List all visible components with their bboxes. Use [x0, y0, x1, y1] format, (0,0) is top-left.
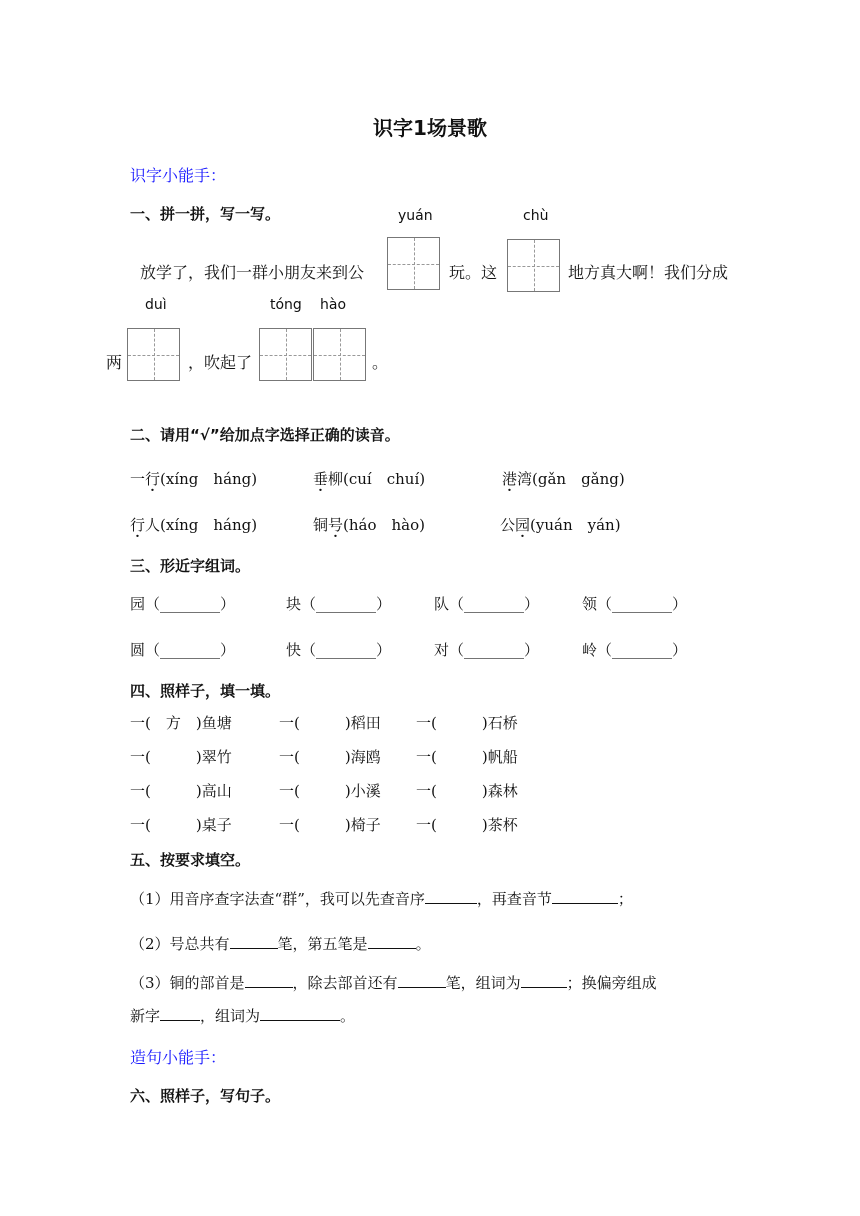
- answer-blank[interactable]: [260, 1004, 340, 1021]
- q4-cell: 一( )翠竹: [130, 748, 232, 766]
- q2-item-1: [130, 468, 257, 489]
- q2-item-6-post: (yuán yán): [530, 516, 621, 534]
- q5-text: （2）号总共有: [130, 935, 230, 953]
- answer-blank[interactable]: [245, 971, 293, 988]
- q3-word-5: 圆（________）: [130, 641, 236, 659]
- q1-line2-part2: ，吹起了: [188, 353, 253, 372]
- q5-text: ；: [617, 890, 633, 908]
- q1-line1-part2: 玩。这: [449, 263, 498, 282]
- q2-item-2: [313, 468, 425, 489]
- q4-cell: 一( )桌子: [130, 816, 232, 834]
- q2-item-3: [502, 468, 625, 489]
- pinyin-yuan: yuán: [398, 208, 433, 224]
- q5-text: 。: [340, 1007, 356, 1025]
- q5-text: ，除去部首还有: [292, 974, 398, 992]
- q2-item-5-pre: 铜: [313, 516, 329, 534]
- q1-line1-part1: 放学了，我们一群小朋友来到公: [140, 263, 365, 282]
- q2-item-5-post: (háo hào): [343, 516, 426, 534]
- q4-cell: 一( )椅子: [279, 816, 381, 834]
- answer-blank[interactable]: [521, 971, 567, 988]
- q2-item-3-dot: 港: [502, 470, 518, 488]
- q1-line1-part3: 地方真大啊！我们分成: [568, 263, 729, 282]
- q3-word-1: 园（________）: [130, 595, 236, 613]
- pinyin-chu: chù: [523, 208, 549, 224]
- q2-item-2-dot: 垂: [313, 470, 329, 488]
- page-title: 识字1场景歌: [373, 116, 487, 140]
- q4-cell: 一( )茶杯: [416, 816, 518, 834]
- q1-line2-part3: 。: [372, 353, 389, 372]
- section-label-literacy: 识字小能手：: [130, 166, 227, 185]
- pinyin-tong: tóng: [270, 297, 302, 313]
- answer-blank[interactable]: [368, 932, 416, 949]
- q5-line-3: [130, 971, 657, 993]
- q3-heading: 三、形近字组词。: [130, 557, 251, 575]
- q5-line-1: [130, 887, 633, 909]
- q2-item-2-post: 柳(cuí chuí): [328, 470, 426, 488]
- q2-item-1-dot: 行: [145, 470, 161, 488]
- q3-word-4: 领（________）: [582, 595, 688, 613]
- answer-blank[interactable]: [552, 887, 618, 904]
- q2-item-3-post: 湾(gǎn gǎng): [517, 470, 625, 488]
- writing-box-yuan[interactable]: [387, 237, 440, 290]
- q4-cell: 一( )帆船: [416, 748, 518, 766]
- q4-heading: 四、照样子，填一填。: [130, 682, 281, 700]
- q4-cell: 一( )高山: [130, 782, 232, 800]
- answer-blank[interactable]: [425, 887, 477, 904]
- q2-heading: 二、请用“√”给加点字选择正确的读音。: [130, 426, 400, 444]
- q1-line2-part1: 两: [106, 353, 123, 372]
- q5-text: ；换偏旁组成: [566, 974, 657, 992]
- q5-line-4: [130, 1004, 355, 1026]
- pinyin-hao: hào: [320, 297, 347, 313]
- q5-text: （3）铜的部首是: [130, 974, 245, 992]
- q4-cell: 一( 方 )鱼塘: [130, 714, 232, 732]
- q3-word-6: 快（________）: [286, 641, 392, 659]
- q2-item-4-post: 人(xíng háng): [145, 516, 258, 534]
- writing-box-tong[interactable]: [259, 328, 312, 381]
- q3-word-2: 块（________）: [286, 595, 392, 613]
- q2-item-5-dot: 号: [328, 516, 344, 534]
- q5-line-2: [130, 932, 431, 954]
- q2-item-6: [500, 514, 621, 535]
- q3-word-8: 岭（________）: [582, 641, 688, 659]
- answer-blank[interactable]: [230, 932, 278, 949]
- q5-text: ，组词为: [200, 1007, 261, 1025]
- q3-word-3: 队（________）: [434, 595, 540, 613]
- q2-item-6-dot: 园: [515, 516, 531, 534]
- q5-text: 。: [415, 935, 431, 953]
- q5-text: ，再查音节: [476, 890, 552, 908]
- q2-item-4-dot: 行: [130, 516, 146, 534]
- q1-heading: 一、拼一拼，写一写。: [130, 205, 281, 223]
- q2-item-6-pre: 公: [500, 516, 516, 534]
- q2-item-1-pre: 一: [130, 470, 146, 488]
- q4-cell: 一( )石桥: [416, 714, 518, 732]
- q4-cell: 一( )小溪: [279, 782, 381, 800]
- q5-text: 笔，组词为: [445, 974, 521, 992]
- writing-box-chu[interactable]: [507, 239, 560, 292]
- q5-text: 新字: [130, 1007, 161, 1025]
- writing-box-dui[interactable]: [127, 328, 180, 381]
- q2-item-1-post: (xíng háng): [160, 470, 258, 488]
- q4-cell: 一( )森林: [416, 782, 518, 800]
- q2-item-4: [130, 514, 257, 535]
- q3-word-7: 对（________）: [434, 641, 540, 659]
- section-label-sentence: 造句小能手：: [130, 1048, 227, 1067]
- answer-blank[interactable]: [160, 1004, 200, 1021]
- q4-cell: 一( )海鸥: [279, 748, 381, 766]
- writing-box-hao[interactable]: [313, 328, 366, 381]
- answer-blank[interactable]: [398, 971, 446, 988]
- q5-heading: 五、按要求填空。: [130, 851, 251, 869]
- q5-text: （1）用音序查字法查“群”，我可以先查音序: [130, 890, 425, 908]
- q6-heading: 六、照样子，写句子。: [130, 1087, 281, 1105]
- q4-cell: 一( )稻田: [279, 714, 381, 732]
- q2-item-5: [313, 514, 425, 535]
- pinyin-dui: duì: [145, 297, 167, 313]
- q5-text: 笔，第五笔是: [277, 935, 368, 953]
